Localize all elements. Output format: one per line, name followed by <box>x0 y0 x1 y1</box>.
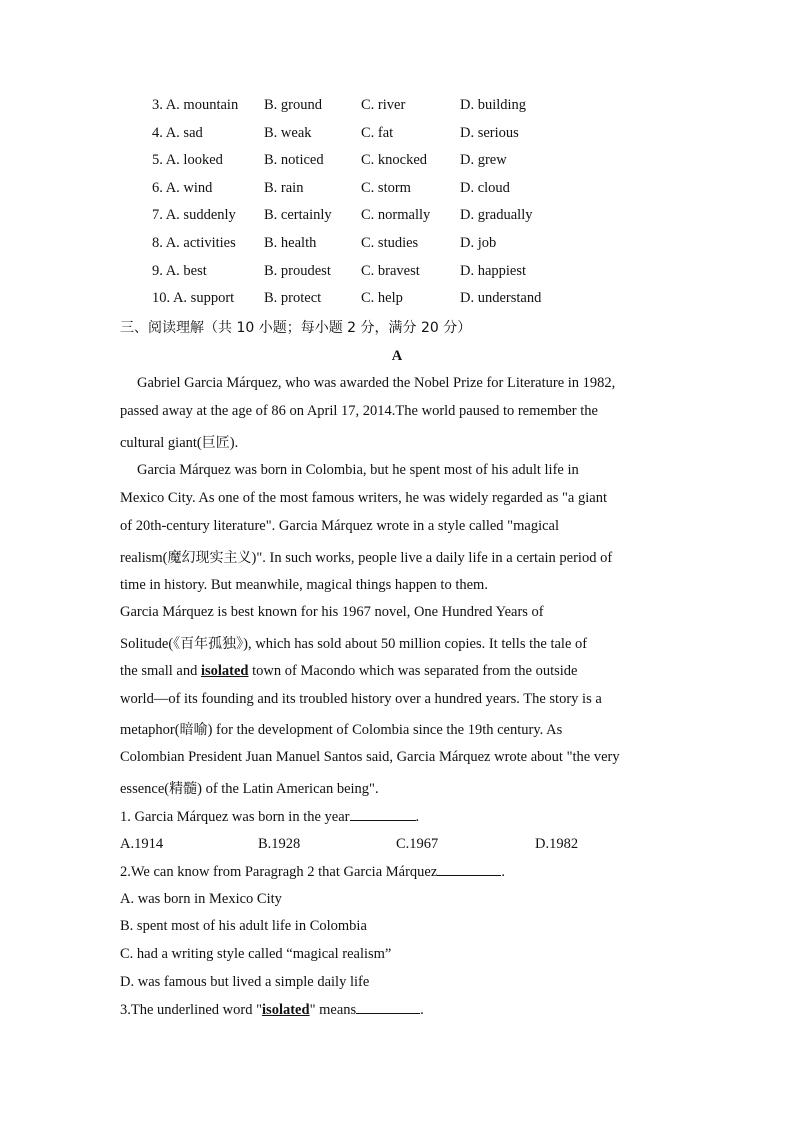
option-a: A.1914 <box>120 836 164 852</box>
option-row <box>0 152 794 172</box>
option-a: 9. A. best <box>152 263 207 279</box>
option-row <box>0 207 794 227</box>
option-b: B. certainly <box>264 207 332 223</box>
passage-line: cultural giant(巨匠). <box>120 435 239 451</box>
option-c: C. normally <box>361 207 431 223</box>
option-c: C. bravest <box>361 263 420 279</box>
option-d: D. gradually <box>460 207 533 223</box>
section-heading: 三、阅读理解（共 10 小题；每小题 2 分，满分 20 分） <box>120 320 472 336</box>
option-c: C. knocked <box>361 152 428 168</box>
gloss-chinese: 魔幻现实主义 <box>167 550 252 566</box>
option-a: 6. A. wind <box>152 180 213 196</box>
option-c: C. fat <box>361 125 394 141</box>
answer-blank[interactable] <box>356 1001 420 1014</box>
passage-line: Garcia Márquez was born in Colombia, but he spent most of his adult life in <box>137 462 579 478</box>
question-1-stem: 1. Garcia Márquez was born in the year . <box>120 809 420 825</box>
passage-line: Solitude(《百年孤独》), which has sold about 50 million copies. It tells the tale of <box>120 636 588 652</box>
passage-line: essence(精髓) of the Latin American being". <box>120 781 379 797</box>
option-b: B. noticed <box>264 152 324 168</box>
question-2-option-b: B. spent most of his adult life in Colombia <box>120 918 367 934</box>
passage-line: Gabriel Garcia Márquez, who was awarded the Nobel Prize for Literature in 1982, <box>137 375 616 391</box>
passage-line: Garcia Márquez is best known for his 1967 novel, One Hundred Years of <box>120 604 544 620</box>
question-2-option-d: D. was famous but lived a simple daily life <box>120 974 370 990</box>
option-c: C. studies <box>361 235 419 251</box>
gloss-chinese: 暗喻 <box>179 722 208 738</box>
question-3-stem: 3.The underlined word "isolated" means . <box>120 1002 424 1018</box>
option-a: 8. A. activities <box>152 235 236 251</box>
option-d: D. understand <box>460 290 542 306</box>
option-row <box>0 235 794 255</box>
passage-line: metaphor(暗喻) for the development of Colombia since the 19th century. As <box>120 722 563 738</box>
answer-blank[interactable] <box>437 863 501 876</box>
option-row <box>0 180 794 200</box>
option-d: D. cloud <box>460 180 510 196</box>
question-1-options <box>0 836 794 856</box>
passage-line: realism(魔幻现实主义)". In such works, people live a daily life in a certain period of <box>120 550 613 566</box>
passage-line: Colombian President Juan Manuel Santos said, Garcia Márquez wrote about "the very <box>120 749 620 765</box>
option-b: B. protect <box>264 290 322 306</box>
option-d: D.1982 <box>535 836 579 852</box>
option-b: B. weak <box>264 125 312 141</box>
gloss-chinese: 《百年孤独》 <box>173 636 244 652</box>
option-b: B. rain <box>264 180 304 196</box>
option-a: 7. A. suddenly <box>152 207 236 223</box>
passage-line: the small and isolated town of Macondo which was separated from the outside <box>120 663 578 679</box>
passage-line: Mexico City. As one of the most famous writers, he was widely regarded as "a giant <box>120 490 607 506</box>
passage-line: passed away at the age of 86 on April 17, 2014.The world paused to remember the <box>120 403 598 419</box>
gloss-chinese: 巨匠 <box>201 435 230 451</box>
passage-line: world—of its founding and its troubled history over a hundred years. The story is a <box>120 691 602 707</box>
option-b: B. health <box>264 235 317 251</box>
option-a: 10. A. support <box>152 290 235 306</box>
question-2-option-c: C. had a writing style called “magical realism” <box>120 946 392 962</box>
option-row <box>0 290 794 310</box>
option-a: 3. A. mountain <box>152 97 239 113</box>
option-d: D. grew <box>460 152 507 168</box>
option-b: B. proudest <box>264 263 331 279</box>
passage-label: A <box>391 348 403 364</box>
option-row <box>0 97 794 117</box>
option-c: C. river <box>361 97 406 113</box>
gloss-chinese: 精髓 <box>169 781 198 797</box>
underlined-word: isolated <box>200 663 249 679</box>
option-row <box>0 125 794 145</box>
underlined-word: isolated <box>262 1002 310 1018</box>
option-d: D. serious <box>460 125 519 141</box>
option-b: B.1928 <box>258 836 301 852</box>
option-d: D. happiest <box>460 263 527 279</box>
option-c: C.1967 <box>396 836 439 852</box>
option-d: D. building <box>460 97 527 113</box>
passage-line: of 20th-century literature". Garcia Márquez wrote in a style called "magical <box>120 518 559 534</box>
passage-line: time in history. But meanwhile, magical things happen to them. <box>120 577 488 593</box>
option-a: 5. A. looked <box>152 152 223 168</box>
option-a: 4. A. sad <box>152 125 203 141</box>
answer-blank[interactable] <box>350 808 416 821</box>
option-b: B. ground <box>264 97 322 113</box>
question-2-option-a: A. was born in Mexico City <box>120 891 282 907</box>
option-c: C. help <box>361 290 403 306</box>
question-2-stem: 2.We can know from Paragragh 2 that Garcia Márquez . <box>120 864 505 880</box>
option-d: D. job <box>460 235 497 251</box>
option-c: C. storm <box>361 180 411 196</box>
option-row <box>0 263 794 283</box>
